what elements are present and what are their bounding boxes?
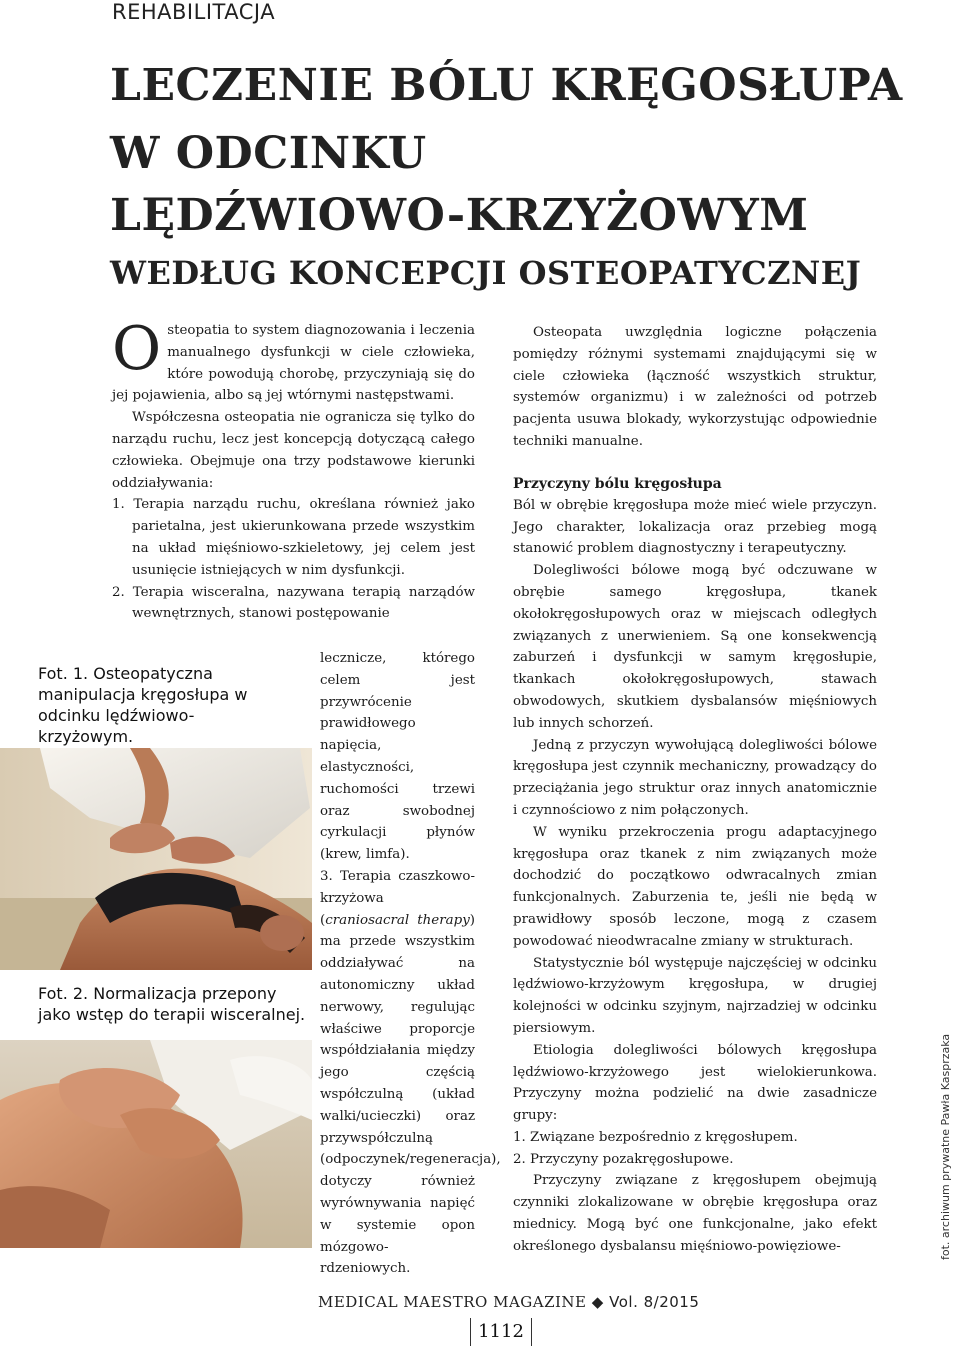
diamond-separator-icon: ◆ [591, 1293, 604, 1311]
photo-1 [0, 748, 312, 970]
right-list-item-1: 1. Związane bezpośrednio z kręgosłupem. [513, 1129, 798, 1145]
list-item-1: 1. Terapia narządu ruchu, określana również jako parietalna, jest ukierunkowana przede wszystkim na układ mięśniowo-szkieletowy, jej celem jest usunięcie istniejących w nim dysfunkcji. [112, 497, 475, 578]
subtitle: WEDŁUG KONCEPCJI OSTEOPATYCZNEJ [110, 254, 862, 292]
paragraph-2: Współczesna osteopatia nie ogranicza się tylko do narządu ruchu, lecz jest koncepcją dotyczącą całego człowieka. Obejmuje ona trzy podstawowe kierunki oddziaływania: [112, 410, 475, 491]
right-column [513, 322, 877, 1258]
title-line-1: LECZENIE BÓLU KRĘGOSŁUPA [110, 60, 903, 111]
footer-magazine [318, 1293, 699, 1311]
title-line-2: W ODCINKU [110, 128, 427, 179]
right-paragraph-3: Dolegliwości bólowe mogą być odczuwane w obrębie samego kręgosłupa, tkanek okołokręgosłupowych oraz w miejscach odległych związanych z unerwieniem. Są one konsekwencją zaburzeń i dysfunkcji w samym kręgosłupie, tkankach okołokręgosłupowych, stawach obwodowych, skutkiem dysbalansów mięśniowych lub innych schorzeń. [513, 563, 877, 731]
magazine-name: MEDICAL MAESTRO MAGAZINE [318, 1293, 587, 1311]
page-number: 1112 [470, 1318, 532, 1346]
right-paragraph-1: Osteopata uwzględnia logiczne połączenia pomiędzy różnymi systemami znajdującymi się w ciele człowieka (łączność wszystkich struktur, systemów organizmu) i w zależności od potrzeb pacjenta usuwa blokady, wykorzystując odpowiednie techniki manualne. [513, 325, 877, 449]
intro-text: steopatia to system diagnozowania i leczenia manualnego dysfunkcji w ciele człowieka, które powodują chorobę, przyczyniają się do jej pojawienia, albo są jej wtórnymi następstwami. [112, 323, 475, 404]
left-column-top [112, 314, 475, 625]
volume: Vol. 8/2015 [609, 1293, 700, 1311]
left-column-narrow [320, 648, 501, 1280]
photo-1-image [0, 748, 312, 970]
right-paragraph-7: Etiologia dolegliwości bólowych kręgosłupa lędźwiowo-krzyżowego jest wielokierunkowa. Przyczyny można podzielić na dwie zasadnicze grupy: [513, 1042, 877, 1124]
list-item-2-rest: lecznicze, którego celem jest przywrócenie prawidłowego napięcia, elastyczności, ruchomości trzewi oraz swobodnej cyrkulacji płynów (krew, limfa). [320, 651, 475, 863]
intro-paragraph [112, 314, 475, 407]
caption-fot-1: Fot. 1. Osteopatyczna manipulacja kręgosłupa w odcinku lędźwiowo-krzyżowym. [38, 664, 248, 746]
list-item-3: 3. Terapia czaszkowo-krzyżowa (craniosacral therapy) ma przede wszystkim oddziaływać na autonomiczny układ nerwowy, regulując właściwe proporcje współdziałania między jego częścią współczulną (układ walki/ucieczki) oraz przywspółczulną (odpoczynek/regeneracja), dotyczy również wyrównywania napięć w systemie opon mózgowo-rdzeniowych. [320, 868, 501, 1277]
list-item-2-head: 2. Terapia wisceralna, nazywana terapią narządów wewnętrznych, stanowi postępowanie [112, 584, 475, 622]
right-paragraph-8: Przyczyny związane z kręgosłupem obejmują czynniki zlokalizowane w obrębie kręgosłupa oraz miednicy. Mogą być one funkcjonalne, jako efekt określonego dysbalansu mięśniowo-powięziowe- [513, 1173, 877, 1254]
section-heading: Przyczyny bólu kręgosłupa [513, 475, 722, 492]
caption-fot-2: Fot. 2. Normalizacja przepony jako wstęp do terapii wisceralnej. [38, 984, 306, 1024]
photo-2-image [0, 1040, 312, 1248]
photo-2 [0, 1040, 312, 1248]
drop-cap: O [112, 314, 162, 384]
photo-credit-text: fot. archiwum prywatne Pawła Kasprzaka [939, 1033, 952, 1260]
right-paragraph-5: W wyniku przekroczenia progu adaptacyjnego kręgosłupa oraz tkanek z nim związanych może dochodzić do początkowo odwracalnych zmian funkcjonalnych. Zaburzenia te, jeśli nie będą w prawidłowy sposób leczone, mogą z czasem powodować nieodwracalne zmiany w strukturach. [513, 824, 877, 949]
photo-credit [938, 1033, 956, 1260]
right-paragraph-4: Jedną z przyczyn wywołującą dolegliwości bólowe kręgosłupa jest czynnik mechaniczny, prowadzący do przeciążania jego struktur oraz innych anatomicznie i czynnościowo z nim połączonych. [513, 737, 877, 818]
title-line-3: LĘDŹWIOWO-KRZYŻOWYM [110, 190, 809, 241]
section-label: REHABILITACJA [112, 0, 276, 24]
right-list-item-2: 2. Przyczyny pozakręgosłupowe. [513, 1151, 734, 1167]
right-paragraph-6: Statystycznie ból występuje najczęściej w odcinku lędźwiowo-krzyżowym kręgosłupa, w drugiej kolejności w odcinku szyjnym, najrzadziej w odcinku piersiowym. [513, 955, 877, 1036]
right-paragraph-2: Ból w obrębie kręgosłupa może mieć wiele przyczyn. Jego charakter, lokalizacja oraz przebieg mogą stanowić problem diagnostyczny i terapeutyczny. [513, 497, 877, 557]
